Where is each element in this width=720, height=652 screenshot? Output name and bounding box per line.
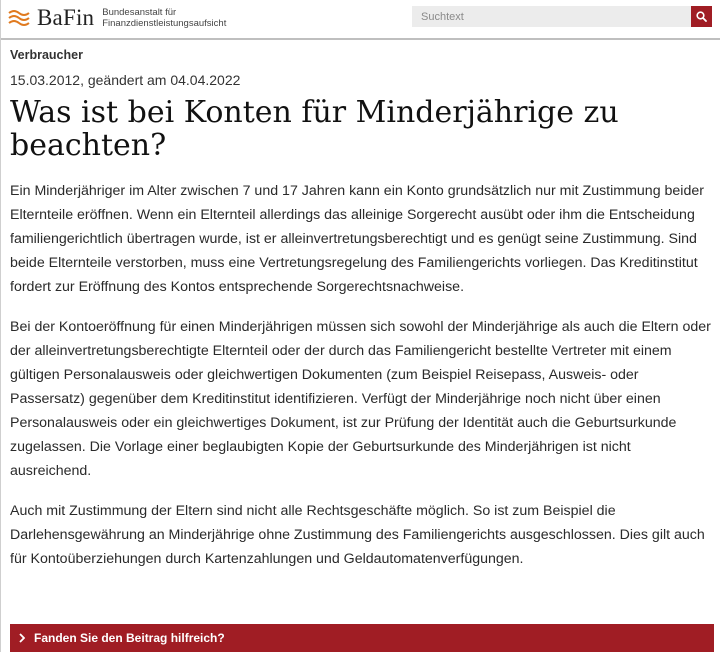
article-paragraph: Bei der Kontoeröffnung für einen Minderjährigen müssen sich sowohl der Minderjährige als auch die Eltern oder der alleinvertretungsberechtigte Elternteil oder der durch das Familiengericht bestellte Vertreter mit einem gültigen Personalausweis oder gleichwertigen Dokumenten (zum Beispiel Reisepass, Ausweis- oder Passersatz) gegenüber dem Kreditinstitut identifizieren. Verfügt der Minderjährige noch nicht über einen Personalausweis oder ein gleichwertiges Dokument, ist zur Prüfung der Identität auch die Geburtsurkunde zugelassen. Die Vorlage einer beglaubigten Kopie der Geburtsurkunde des Minderjährigen ist nicht ausreichend.	[10, 319, 711, 479]
logo-subtitle	[102, 7, 226, 29]
bafin-logo[interactable]	[8, 5, 226, 31]
feedback-label: Fanden Sie den Beitrag hilfreich?	[34, 631, 225, 645]
search-input[interactable]	[412, 6, 691, 27]
article-date: 15.03.2012, geändert am 04.04.2022	[10, 72, 241, 88]
logo-subtitle-line1: Bundesanstalt für	[102, 7, 177, 18]
logo-wordmark: BaFin	[37, 5, 95, 30]
bafin-logo-mark-icon	[8, 8, 30, 28]
site-header	[1, 0, 720, 40]
article-category: Verbraucher	[10, 48, 83, 62]
logo-subtitle-line2: Finanzdienstleistungsaufsicht	[102, 18, 227, 29]
feedback-toggle[interactable]	[10, 624, 714, 652]
search-bar	[412, 6, 712, 27]
page-title: Was ist bei Konten für Minderjährige zu beachten?	[10, 95, 619, 163]
search-button[interactable]	[691, 6, 712, 27]
article-paragraph: Ein Minderjähriger im Alter zwischen 7 und 17 Jahren kann ein Konto grundsätzlich nur mit Zustimmung beider Elternteile eröffnen. Wenn ein Elternteil allerdings das alleinige Sorgerecht ausübt oder ihm die Entscheidung familiengerichtlich übertragen wurde, ist er alleinvertretungsberechtigt und es genügt seine Zustimmung. Sind beide Elternteile verstorben, muss eine Vertretungsregelung des Familiengerichts vorliegen. Das Kreditinstitut fordert zur Eröffnung des Kontos entsprechende Sorgerechtsnachweise.	[10, 183, 704, 295]
chevron-right-icon	[19, 633, 27, 643]
article-paragraph: Auch mit Zustimmung der Eltern sind nicht alle Rechtsgeschäfte möglich. So ist zum Beispiel die Darlehensgewährung an Minderjährige ohne Zustimmung des Familiengerichts ausgeschlossen. Dies gilt auch für Kontoüberziehungen durch Kartenzahlungen und Geldautomatenverfügungen.	[10, 503, 705, 567]
search-icon	[696, 11, 707, 22]
article-body	[10, 179, 714, 587]
